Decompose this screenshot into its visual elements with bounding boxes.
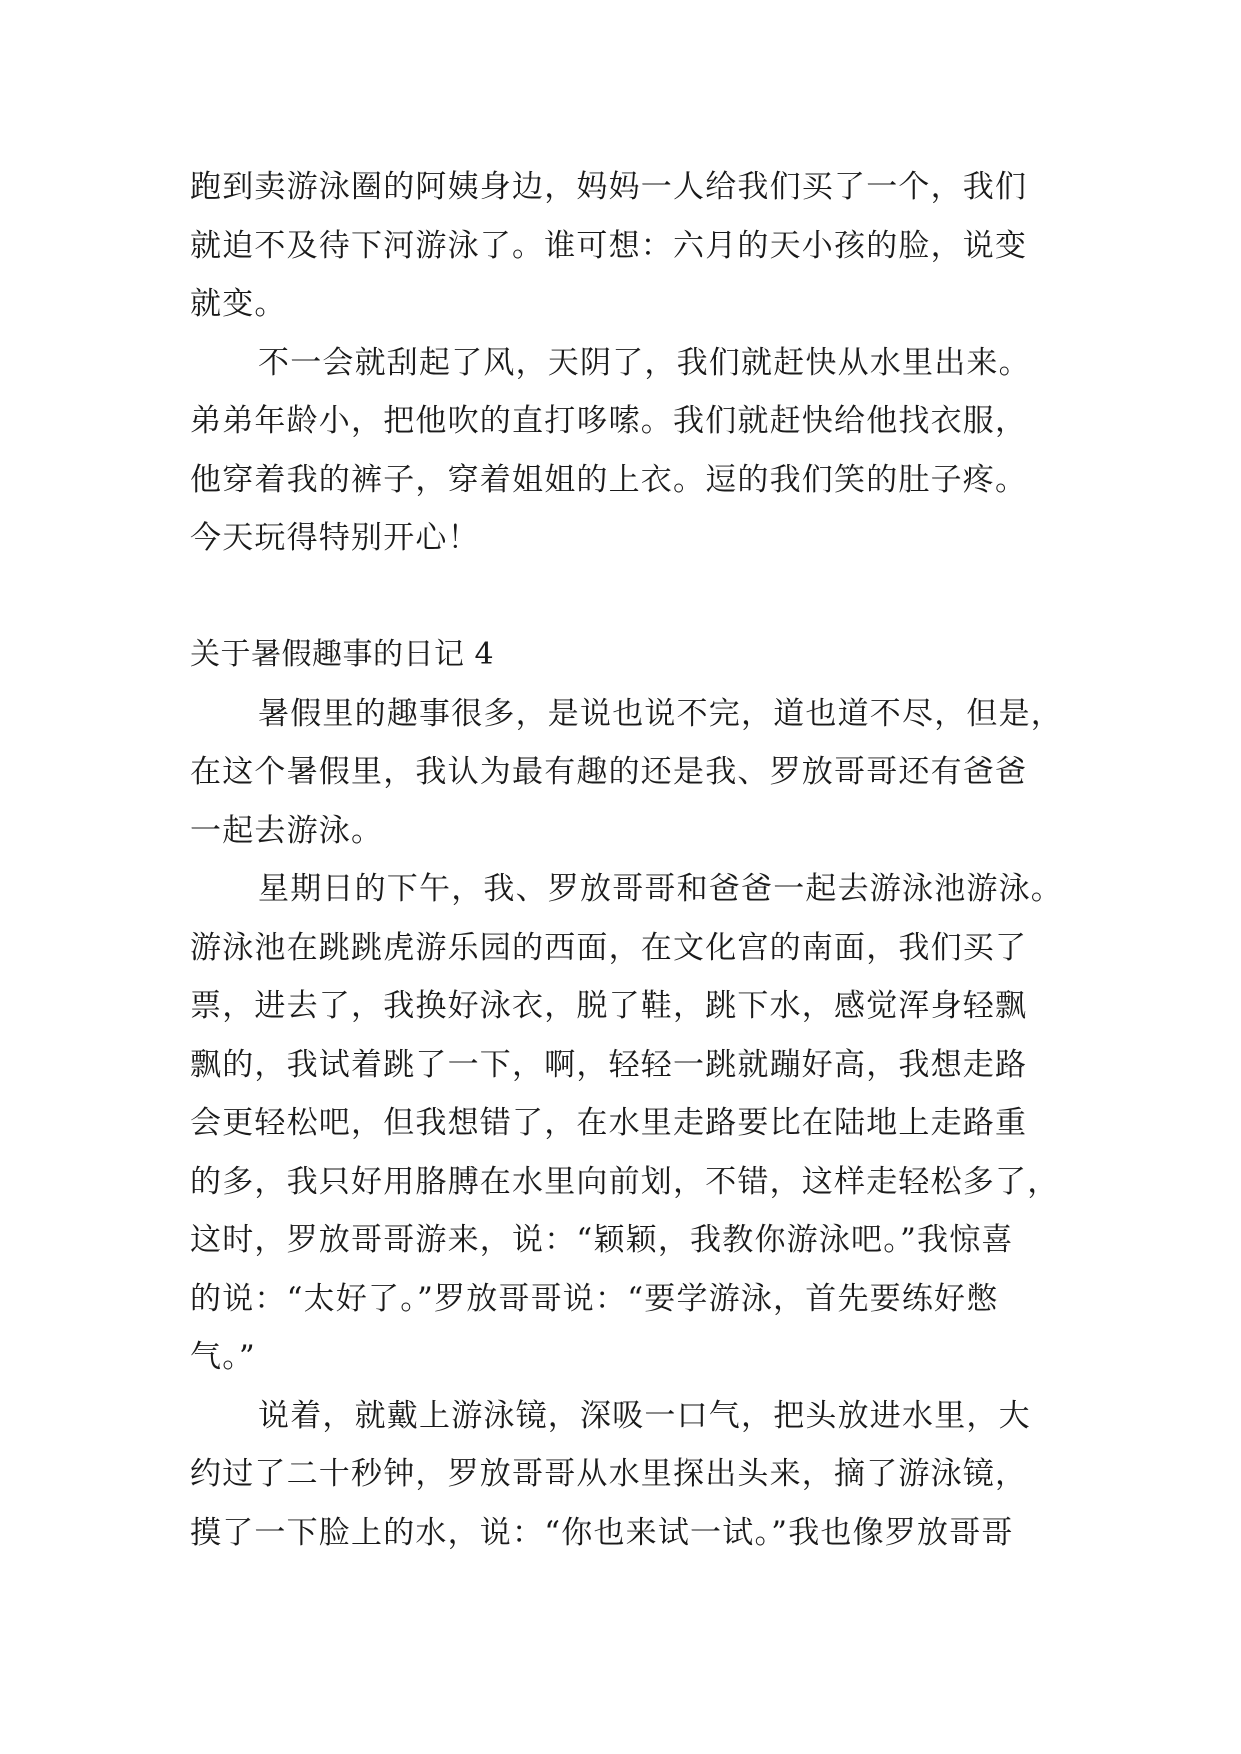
text-line: 跑到卖游泳圈的阿姨身边，妈妈一人给我们买了一个，我们 bbox=[190, 169, 1028, 205]
text-line: 他穿着我的裤子，穿着姐姐的上衣。逗的我们笑的肚子疼。 bbox=[190, 461, 1028, 498]
text-line: 游泳池在跳跳虎游乐园的西面，在文化宫的南面，我们买了 bbox=[190, 929, 1028, 966]
section-gap bbox=[190, 568, 1060, 627]
text-line: 在这个暑假里，我认为最有趣的还是我、罗放哥哥还有爸爸 bbox=[190, 754, 1028, 790]
text-line: 会更轻松吧，但我想错了，在水里走路要比在陆地上走路重 bbox=[190, 1105, 1028, 1141]
document-page bbox=[190, 158, 1063, 1562]
text-line: 的多，我只好用胳膊在水里向前划，不错，这样走轻松多了， bbox=[190, 1163, 1060, 1200]
story4-paragraph-2 bbox=[190, 860, 1063, 1387]
text-line: 摸了一下脸上的水，说：“你也来试一试。”我也像罗放哥哥 bbox=[190, 1514, 1014, 1551]
text-line: 今天玩得特别开心！ bbox=[190, 520, 480, 556]
story4-paragraph-3 bbox=[190, 1387, 1060, 1563]
text-line: 约过了二十秒钟，罗放哥哥从水里探出头来，摘了游泳镜， bbox=[190, 1456, 1028, 1492]
text-line: 就变。 bbox=[190, 286, 287, 322]
section-title: 关于暑假趣事的日记 4 bbox=[190, 637, 495, 672]
text-line: 说着，就戴上游泳镜，深吸一口气，把头放进水里，大 bbox=[258, 1397, 1031, 1434]
text-line: 票，进去了，我换好泳衣，脱了鞋，跳下水，感觉浑身轻飘 bbox=[190, 988, 1028, 1024]
text-line: 弟弟年龄小，把他吹的直打哆嗦。我们就赶快给他找衣服， bbox=[190, 403, 1028, 439]
text-line: 一起去游泳。 bbox=[190, 812, 384, 849]
text-line: 的说：“太好了。”罗放哥哥说：“要学游泳，首先要练好憋 bbox=[190, 1280, 999, 1317]
text-line: 气。” bbox=[190, 1339, 256, 1375]
text-line: 星期日的下午，我、罗放哥哥和爸爸一起去游泳池游泳。 bbox=[258, 871, 1063, 907]
text-line: 就迫不及待下河游泳了。谁可想：六月的天小孩的脸，说变 bbox=[190, 227, 1028, 264]
text-line: 这时，罗放哥哥游来，说：“颖颖，我教你游泳吧。”我惊喜 bbox=[190, 1222, 1014, 1258]
text-line: 飘的，我试着跳了一下，啊，轻轻一跳就蹦好高，我想走路 bbox=[190, 1046, 1028, 1083]
text-line: 暑假里的趣事很多，是说也说不完，道也道不尽，但是， bbox=[258, 695, 1063, 732]
story3-paragraph-1 bbox=[190, 158, 1060, 334]
text-line: 不一会就刮起了风，天阴了，我们就赶快从水里出来。 bbox=[258, 344, 1031, 381]
story4-paragraph-1 bbox=[190, 685, 1063, 861]
story3-paragraph-2 bbox=[190, 334, 1060, 568]
